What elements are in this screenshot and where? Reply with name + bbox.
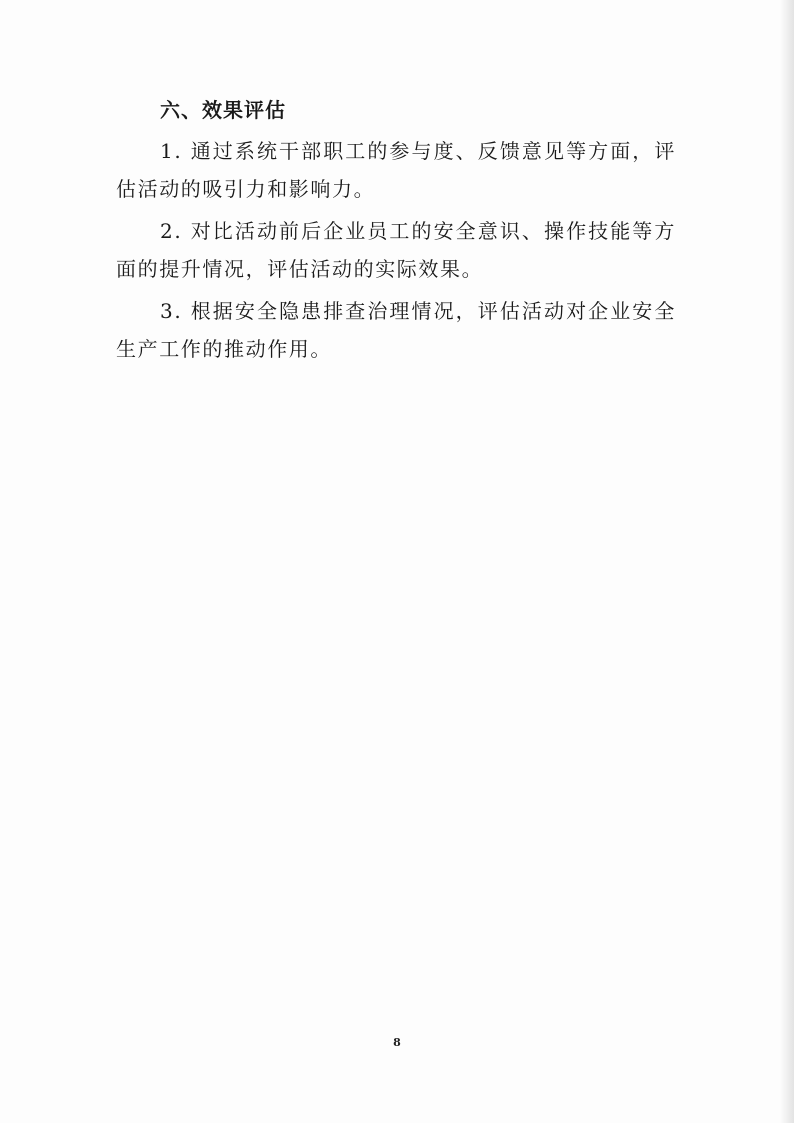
page-edge-shadow bbox=[780, 0, 794, 1123]
section-heading: 六、效果评估 bbox=[160, 98, 286, 122]
page-number: 8 bbox=[393, 1036, 401, 1049]
page-content bbox=[116, 88, 676, 368]
evaluation-item-2: 2. 对比活动前后企业员工的安全意识、操作技能等方面的提升情况，评估活动的实际效果。 bbox=[116, 219, 676, 281]
evaluation-item-3: 3. 根据安全隐患排查治理情况，评估活动对企业安全生产工作的推动作用。 bbox=[116, 299, 676, 361]
evaluation-item-1: 1. 通过系统干部职工的参与度、反馈意见等方面，评估活动的吸引力和影响力。 bbox=[116, 139, 676, 201]
